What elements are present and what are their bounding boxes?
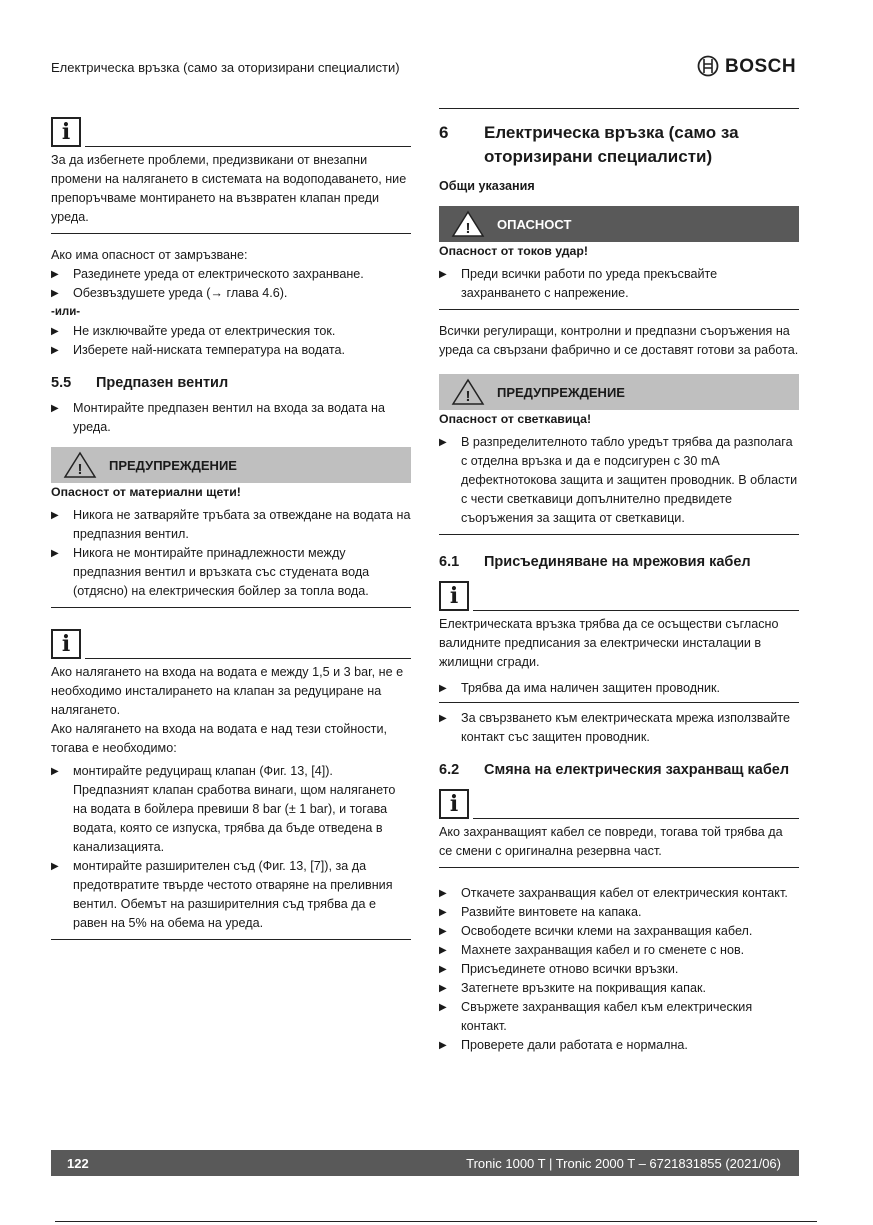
- svg-text:!: !: [77, 461, 83, 478]
- list-item: ▶ Никога не затваряйте тръбата за отвеждане на водата на предпазния вентил.: [51, 506, 411, 544]
- bottom-divider: [55, 1221, 817, 1222]
- warning-subtitle: Опасност от светкавица!: [439, 412, 592, 426]
- danger-label: ОПАСНОСТ: [497, 216, 572, 232]
- note-text: Ако налягането на входа на водата е над тези стойности, тогава е необходимо:: [51, 722, 387, 755]
- bullet-arrow-icon: ▶: [439, 713, 447, 724]
- list-item: ▶ Никога не монтирайте принадлежности между предпазния вентил и връзката със студената вода (отдясно) на електрическия бойлер за топла вода.: [51, 544, 411, 601]
- bullet-arrow-icon: ▶: [51, 288, 59, 299]
- warning-label: ПРЕДУПРЕЖДЕНИЕ: [109, 457, 237, 473]
- page-number: 122: [67, 1155, 89, 1171]
- bullet-arrow-icon: ▶: [439, 683, 447, 694]
- info-icon: i: [51, 117, 81, 147]
- bullet-arrow-icon: ▶: [51, 861, 59, 872]
- list-item: ▶ Проверете дали работата е нормална.: [439, 1036, 799, 1055]
- list-item: ▶ В разпределителното табло уредът трябва да разполага с отделна връзка и да е подсигурен с 30 mA дефектнотокова защита и защитен проводник. В области с чести светкавици допълнително предвидете съоръжения за защита от светкавици.: [439, 433, 799, 528]
- or-label: -или-: [51, 306, 81, 318]
- bullet-arrow-icon: ▶: [51, 326, 59, 337]
- bullet-arrow-icon: ▶: [51, 510, 59, 521]
- warning-triangle-icon: [439, 378, 497, 406]
- bullet-arrow-icon: ▶: [439, 907, 447, 918]
- bullet-arrow-icon: ▶: [51, 345, 59, 356]
- bullet-arrow-icon: ▶: [439, 926, 447, 937]
- section-heading-6-1: 6.1 Присъединяване на мрежовия кабел: [439, 554, 751, 570]
- bullet-arrow-icon: ▶: [439, 437, 447, 448]
- list-item: ▶ Не изключвайте уреда от електрическия ток.: [51, 322, 411, 341]
- brand-name: BOSCH: [725, 55, 797, 77]
- info-note-6-2: [439, 786, 799, 819]
- info-note-6-1: [439, 578, 799, 611]
- chapter-heading-6: 6 Електрическа връзка (само за оторизирани специалисти): [439, 123, 739, 166]
- danger-subtitle: Опасност от токов удар!: [439, 244, 589, 258]
- list-item: ▶ монтирайте разширителен съд (Фиг. 13, [7]), за да предотвратите твърде честото отваряне на преливния вентил. Обемът на разширителния съд трябва да е равен на 5% на обема на уреда.: [51, 857, 411, 933]
- note-text: За да избегнете проблеми, предизвикани от внезапни промени на налягането в системата на водоподаването, ние препоръчваме монтирането на възвратен клапан преди уреда.: [51, 153, 407, 224]
- bosch-logo: [697, 55, 796, 77]
- list-item: ▶ монтирайте редуциращ клапан (Фиг. 13, [4]). Предпазният клапан сработва винаги, щом налягането на водата в бойлера превиши 8 bar (± 1 bar), и тогава водата, която се изпуска, трябва да бъде отведена в канализацията.: [51, 762, 411, 857]
- bullet-arrow-icon: ▶: [439, 269, 447, 280]
- general-notes-heading: Общи указания: [439, 179, 535, 193]
- bullet-arrow-icon: ▶: [439, 1040, 447, 1051]
- list-item: ▶ Присъединете отново всички връзки.: [439, 960, 799, 979]
- page-footer: [51, 1150, 799, 1176]
- warning-label: ПРЕДУПРЕЖДЕНИЕ: [497, 384, 625, 400]
- danger-banner: [439, 206, 799, 242]
- left-column: [51, 114, 411, 952]
- info-icon: i: [439, 789, 469, 819]
- bullet-arrow-icon: ▶: [439, 888, 447, 899]
- freeze-intro: Ако има опасност от замръзване:: [51, 248, 248, 262]
- list-item: ▶ Развийте винтовете на капака.: [439, 903, 799, 922]
- bullet-arrow-icon: ▶: [439, 945, 447, 956]
- bullet-arrow-icon: ▶: [439, 1002, 447, 1013]
- bullet-arrow-icon: ▶: [439, 964, 447, 975]
- list-item: ▶ Махнете захранващия кабел и го сменете с нов.: [439, 941, 799, 960]
- list-item: ▶ Изберете най-ниската температура на водата.: [51, 341, 411, 360]
- list-item: ▶ За свързването към електрическата мрежа използвайте контакт със защитен проводник.: [439, 709, 799, 747]
- info-icon: i: [439, 581, 469, 611]
- bosch-armature-icon: [697, 55, 719, 77]
- list-item: ▶ Разединете уреда от електрическото захранване.: [51, 265, 411, 284]
- list-item: ▶ Откачете захранващия кабел от електрическия контакт.: [439, 884, 799, 903]
- warning-triangle-icon: [439, 210, 497, 238]
- note-text: Електрическата връзка трябва да се осъществи съгласно валидните предписания за електрически инсталации в жилищни сгради.: [439, 617, 779, 669]
- list-item: ▶ Преди всички работи по уреда прекъсвайте захранването с напрежение.: [439, 265, 799, 303]
- list-item: ▶ Обезвъздушете уреда (→ глава 4.6).: [51, 284, 411, 303]
- bullet-arrow-icon: ▶: [51, 269, 59, 280]
- bullet-arrow-icon: ▶: [439, 983, 447, 994]
- info-note-1: [51, 114, 411, 147]
- list-item: ▶ Освободете всички клеми на захранващия кабел.: [439, 922, 799, 941]
- note-text: Ако захранващият кабел се повреди, тогава той трябва да се смени с оригинална резервна част.: [439, 825, 783, 858]
- list-item: ▶ Монтирайте предпазен вентил на входа за водата на уреда.: [51, 399, 411, 437]
- info-note-2: [51, 626, 411, 659]
- info-icon: i: [51, 629, 81, 659]
- bullet-arrow-icon: ▶: [51, 766, 59, 777]
- list-item: ▶ Трябва да има наличен защитен проводник.: [439, 679, 799, 698]
- warning-banner: [51, 447, 411, 483]
- bullet-arrow-icon: ▶: [51, 403, 59, 414]
- paragraph: Всички регулиращи, контролни и предпазни съоръжения на уреда са свързани фабрично и се доставят готови за работа.: [439, 324, 799, 357]
- note-text: Ако налягането на входа на водата е между 1,5 и 3 bar, не е необходимо инсталирането на клапан за редуциране на налягането.: [51, 665, 404, 717]
- svg-text:!: !: [465, 220, 471, 237]
- warning-banner: [439, 374, 799, 410]
- page-header-title: Електрическа връзка (само за оторизирани специалисти): [51, 60, 400, 75]
- section-heading-6-2: 6.2 Смяна на електрическия захранващ кабел: [439, 762, 790, 778]
- warning-subtitle: Опасност от материални щети!: [51, 485, 241, 499]
- document-id: Tronic 1000 T | Tronic 2000 T – 6721831855 (2021/06): [466, 1155, 781, 1171]
- svg-text:!: !: [465, 388, 471, 405]
- list-item: ▶ Свържете захранващия кабел към електрическия контакт.: [439, 998, 799, 1036]
- warning-triangle-icon: [51, 451, 109, 479]
- section-heading-5-5: 5.5 Предпазен вентил: [51, 375, 229, 391]
- right-column: [439, 108, 799, 1055]
- list-item: ▶ Затегнете връзките на покриващия капак.: [439, 979, 799, 998]
- bullet-arrow-icon: ▶: [51, 548, 59, 559]
